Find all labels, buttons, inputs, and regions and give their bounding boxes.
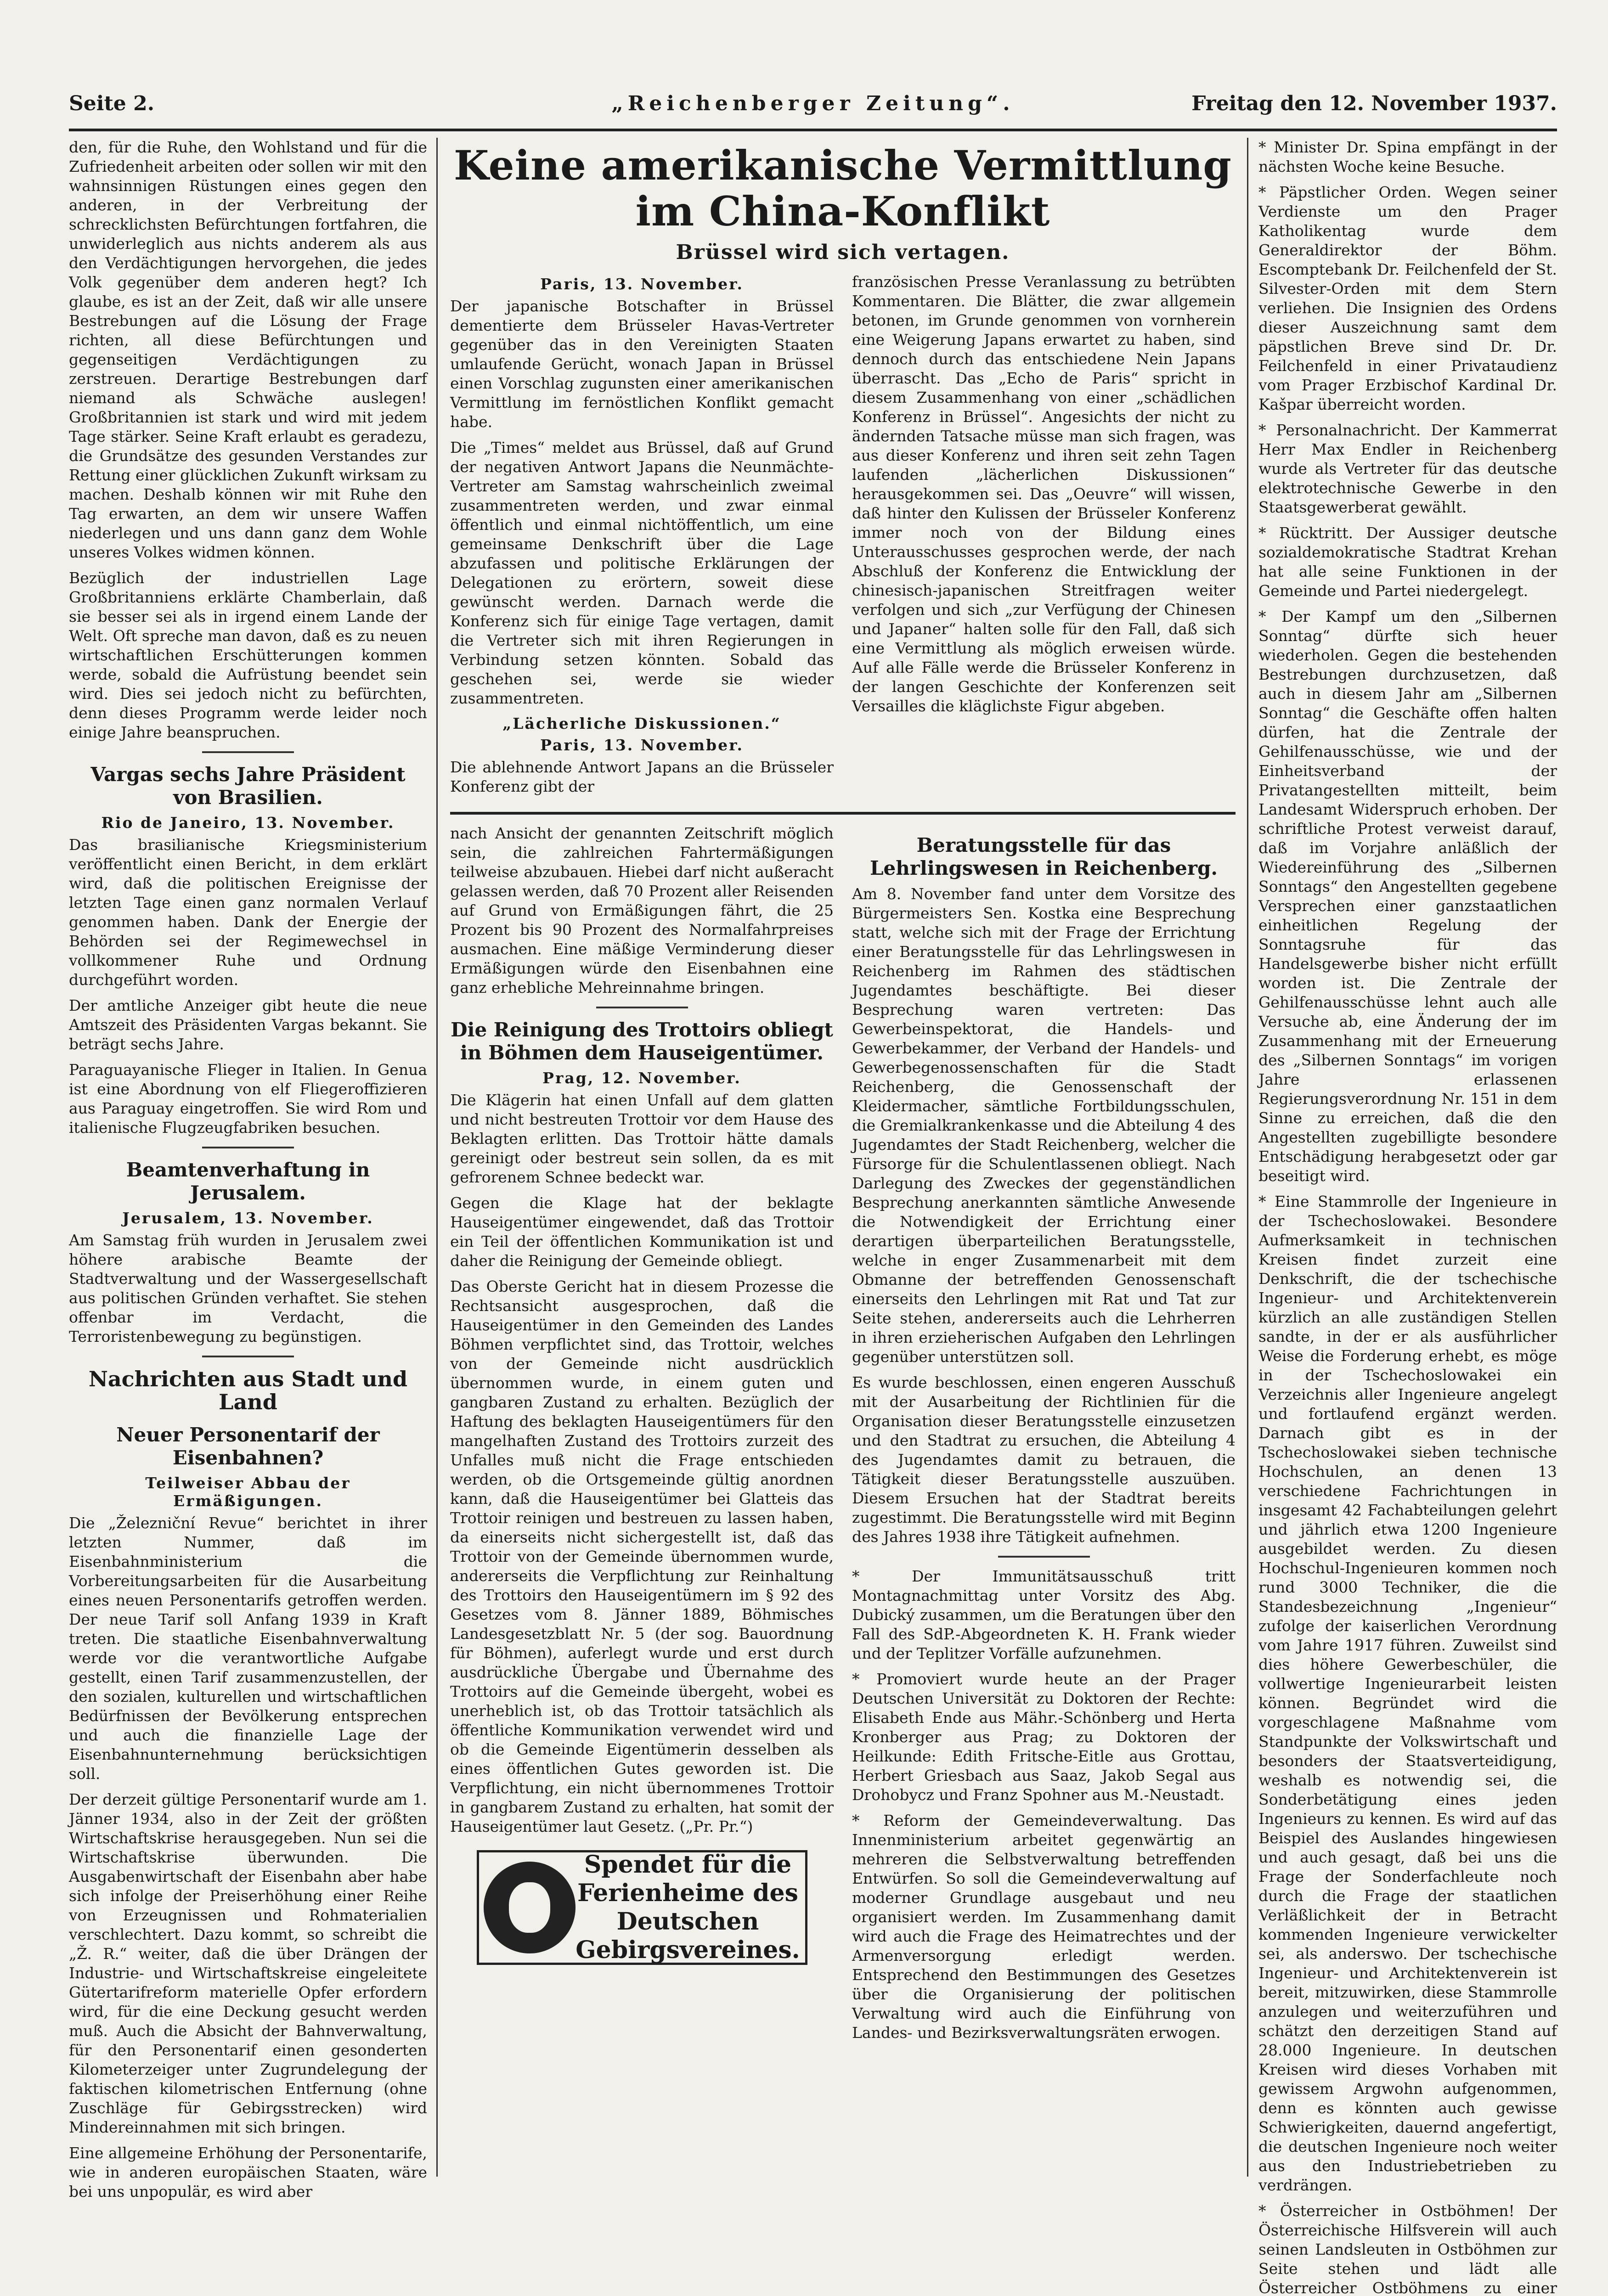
gebirgsverein-emblem-icon (484, 1862, 575, 1953)
column-right (1258, 138, 1557, 2296)
issue-date: Freitag den 12. November 1937. (1191, 92, 1557, 115)
newspaper-page (69, 83, 1557, 2296)
donation-ad (477, 1850, 807, 1965)
page-header (69, 83, 1557, 131)
column-rule-2 (1247, 138, 1248, 2177)
article-paragraph: Am 8. November fand unter dem Vorsitze des Bürgermeisters Sen. Kostka eine Besprechung statt, welche sich mit der Frage der Errichtung einer Beratungsstelle für das Lehrlingswesen in Reichenberg im Rahmen des städtischen Jugendamtes beschäftigte. Bei dieser Besprechung waren vertreten: Das Gewerbeinspektorat, die Handels- und Gewerbekammer, der Verband der Handels- und Gewerbegenossenschaften für die Stadt Reichenberg, die Genossenschaft der Kleidermacher, sämtliche Fortbildungsschulen, die Gremialkrankenkasse und die Abteilung 4 des Jugendamtes der Stadt Reichenberg, welcher die Fürsorge für die Schulentlassenen obliegt. Nach Darlegung des Zweckes der gegenständlichen Besprechung anerkannten sämtliche Anwesende die Notwendigkeit der Errichtung einer derartigen überparteilichen Beratungsstelle, welche in enger Zusammenarbeit mit dem Obmanne der betreffenden Genossenschaft einerseits den Lehrlingen mit Rat und Tat zur Seite stehen, andererseits auch die Lehrherren in ihren erzieherischen Aufgaben den Lehrlingen gegenüber unterstützen soll. (852, 885, 1236, 1366)
dateline: Paris, 13. November. (540, 736, 744, 754)
article-headline: Die Reinigung des Trottoirs obliegt in Böhmen dem Hauseigentümer. (451, 1019, 833, 1064)
separator (596, 1007, 688, 1008)
article-kicker: Teilweiser Abbau der Ermäßigungen. (145, 1474, 351, 1510)
article-paragraph: französischen Presse Veranlassung zu betrübten Kommentaren. Die Blätter, die zwar allgemein betonen, im Grunde genommen von vornherein eine Weigerung Japans erwartet zu haben, sind dennoch durch das entschiedene Nein Japans überrascht. Das „Echo de Paris“ spricht in diesem Zusammenhang von einer „schädlichen Konferenz in Brüssel“. Angesichts der nicht zu ändernden Tatsache müsse man sich fragen, was aus dieser Konferenz und ihren seit zehn Tagen laufenden „lächerlichen Diskussionen“ herausgekommen sei. Das „Oeuvre“ will wissen, daß hinter den Kulissen der Brüsseler Konferenz immer noch von der Bildung eines Unterausschusses gesprochen werde, der nach Abschluß der Konferenz die Entwicklung der chinesisch-japanischen Streitfragen weiter verfolgen und sich „zur Verfügung der Chinesen und Japaner“ halten solle für den Fall, daß sich eine Vermittlung als möglich erweisen würde. Auf alle Fälle werde die Brüsseler Konferenz in der langen Geschichte der Konferenzen seit Versailles die kläglichste Figur abgeben. (852, 273, 1236, 715)
article-paragraph: nach Ansicht der genannten Zeitschrift möglich sein, die zahlreichen Fahrtermäßigungen teilweise abzubauen. Hiebei darf nicht außeracht gelassen werden, daß 70 Prozent aller Reisenden auf Grund von Ermäßigungen fährt, die 25 Prozent bis 90 Prozent des Normalfahrpreises ausmachen. Eine mäßige Verminderung dieser Ermäßigungen würde den Eisenbahnen eine ganz erhebliche Mehreinnahme bringen. (450, 824, 834, 996)
newspaper-name: „Reichenberger Zeitung“. (611, 92, 1015, 115)
separator (202, 751, 294, 753)
news-item: * Minister Dr. Spina empfängt in der nächsten Woche keine Besuche. (1258, 138, 1557, 175)
article-paragraph: Paraguayanische Flieger in Italien. In Genua ist eine Abordnung von elf Fliegeroffizieren aus Paraguay eingetroffen. Sie wird Rom und italienische Flugzeugfabriken besuchen. (69, 1061, 427, 1137)
main-article-left (450, 272, 834, 803)
article-paragraph: Es wurde beschlossen, einen engeren Ausschuß mit der Ausarbeitung der Richtlinien für die Organisation dieser Beratungsstelle einzusetzen und den Stadtrat zu ersuchen, die Abteilung 4 des Jugendamtes damit zu betrauen, die Tätigkeit dieser Beratungsstelle auszuüben. Diesem Ersuchen hat der Stadtrat bereits zugestimmt. Die Beratungsstelle wird mit Beginn des Jahres 1938 ihre Tätigkeit aufnehmen. (852, 1373, 1236, 1546)
news-item: * Personalnachricht. Der Kammerrat Herr Max Endler in Reichenberg wurde als Vertreter für das deutsche elektrotechnische Gewerbe in den Staatsgewerberat gewählt. (1258, 421, 1557, 516)
dateline: Paris, 13. November. (540, 275, 744, 293)
dateline: Prag, 12. November. (542, 1069, 741, 1087)
intro-paragraph: den, für die Ruhe, den Wohlstand und für die Zufriedenheit arbeiten oder sollen wir mit den wahnsinnigen Rüstungen eines gegen den anderen, in der Verbreitung der schrecklichsten Befürchtungen fortfahren, die unwiderleglich aus nichts anderem als aus den Verdächtigungen hervorgehen, die jedes Volk gegenüber dem anderen hegt? Ich glaube, es ist an der Zeit, daß wir alle unsere Bestrebungen auf die Lösung der Frage richten, all diese Befürchtungen und gegenseitigen Verdächtigungen zu zerstreuen. Derartige Bestrebungen darf niemand als Schwäche auslegen! Großbritannien ist stark und wird mit jedem Tage stärker. Seine Kraft erlaubt es geradezu, die Grundsätze des gesunden Verstandes zur Rettung einer glücklichen Zukunft wirksam zu machen. Deshalb können wir mit Ruhe den Tag erwarten, an dem wir unsere Waffen niederlegen und uns dann ganz dem Wohle unseres Volkes widmen können. (69, 138, 427, 561)
article-paragraph: Die „Times“ meldet aus Brüssel, daß auf Grund der negativen Antwort Japans die Neunmächte-Vertreter am Samstag wahrscheinlich zweimal zusammentreten werden, und zwar einmal öffentlich und einmal nichtöffentlich, um eine gemeinsame Denkschrift über die Lage abzufassen und politische Erklärungen der Delegationen zu erörtern, soweit diese gewünscht werden. Darnach werde die Konferenz sich für einige Tage vertagen, damit die Vertreter sich mit ihren Regierungen in Verbindung setzen könnten. Sobald das geschehen sei, werde sie wieder zusammentreten. (450, 439, 834, 707)
article-paragraph: Das brasilianische Kriegsministerium veröffentlicht einen Bericht, in dem erklärt wird, daß die politischen Ereignisse der letzten Tage einen ganz normalen Verlauf genommen haben. Dank der Energie der Behörden sei der Regimewechsel in vollkommener Ruhe und Ordnung durchgeführt worden. (69, 836, 427, 989)
article-paragraph: Die „Železniční Revue“ berichtet in ihrer letzten Nummer, daß im Eisenbahnministerium die Vorbereitungsarbeiten für die Ausarbeitung eines neuen Personentarifs getroffen werden. Der neue Tarif soll Anfang 1939 in Kraft treten. Die staatliche Eisenbahnverwaltung werde vor die verantwortliche Aufgabe gestellt, einen Tarif zusammenzustellen, der den sozialen, kulturellen und wirtschaftlichen Bedürfnissen der Bevölkerung entsprechen und auch die finanzielle Lage der Eisenbahnunternehmung berücksichtigen soll. (69, 1514, 427, 1783)
news-item: * Promoviert wurde heute an der Prager Deutschen Universität zu Doktoren der Rechte: Elisabeth Ende aus Mähr.-Schönberg und Herta Kronberger aus Prag; zu Doktoren der Heilkunde: Edith Fritsche-Eitle aus Grottau, Herbert Griesbach aus Saaz, Jakob Segal aus Drohobycz und Franz Spohner aus M.-Neustadt. (852, 1670, 1236, 1804)
article-paragraph: Das Oberste Gericht hat in diesem Prozesse die Rechtsansicht ausgesprochen, daß die Hauseigentümer in den Gemeinden des Landes Böhmen verpflichtet sind, das Trottoir, welches von der Gemeinde nicht ausdrücklich übernommen wurde, in einem guten und gangbaren Zustand zu erhalten. Bezüglich der Haftung des beklagten Hauseigentümers für den mangelhaften Zustand des Trottoirs zurzeit des Unfalles muß nicht die Frage entschieden werden, ob die Ortsgemeinde gültig anordnen kann, daß die Hauseigentümer bei Glatteis das Trottoir reinigen und bestreuen zu lassen haben, da einerseits nicht sichergestellt ist, daß das Trottoir von der Gemeinde übernommen wurde, andererseits die Verpflichtung zur Reinhaltung des Trottoirs den Hauseigentümern im § 92 des Gesetzes vom 8. Jänner 1889, Böhmisches Landesgesetzblatt Nr. 5 (der sog. Bauordnung für Böhmen), auferlegt wurde und erst durch ausdrückliche Übergabe und Übernahme des Trottoirs auf die Gemeinde übergeht, wobei es unerheblich ist, ob das Trottoir tatsächlich als öffentliche Kommunikation verwendet wird und ob die Gemeinde Eigentümerin desselben als eines öffentlichen Gutes geworden ist. Die Verpflichtung, ein nicht übernommenes Trottoir in gangbarem Zustand zu erhalten, hat somit der Hauseigentümer laut Gesetz. („Pr. Pr.“) (450, 1277, 834, 1835)
intro-paragraph: Bezüglich der industriellen Lage Großbritanniens erklärte Chamberlain, daß sie besser sei als in irgend einem Lande der Welt. Oft spreche man davon, daß es zu neuen wirtschaftlichen Erschütterungen kommen werde, sobald die Aufrüstung beendet sein wird. Dies sei jedoch nicht zu befürchten, denn dieses Programm werde leider noch einige Jahre beanspruchen. (69, 569, 427, 741)
column-rule-1 (436, 138, 438, 2177)
column-left (69, 138, 427, 2208)
article-paragraph: Am Samstag früh wurden in Jerusalem zwei höhere arabische Beamte der Stadtverwaltung und der Wassergesellschaft aus politischen Gründen verhaftet. Sie stehen offenbar im Verdacht, die Terroristenbewegung zu begünstigen. (69, 1231, 427, 1345)
column-center (450, 138, 1236, 2049)
article-paragraph: Eine allgemeine Erhöhung der Personentarife, wie in anderen europäischen Staaten, wäre bei uns unpopulär, es wird aber (69, 2144, 427, 2200)
article-headline: Vargas sechs Jahre Präsident von Brasilien. (90, 763, 406, 809)
separator (202, 1356, 294, 1357)
article-paragraph: Die ablehnende Antwort Japans an die Brüsseler Konferenz gibt der (450, 758, 834, 795)
article-kicker: „Lächerliche Diskussionen.“ (502, 715, 781, 732)
article-headline: Neuer Personentarif der Eisenbahnen? (116, 1424, 380, 1469)
news-item: * Der Kampf um den „Silbernen Sonntag“ dürfte sich heuer wiederholen. Gegen die bestehenden Bestrebungen durchzusetzen, daß auch in diesem Jahr am „Silbernen Sonntag“ die Geschäfte offen halten dürfen, hat die Zentrale der Gehilfenausschüsse, wie und der Einheitsverband der Privatangestellten mitteilt, beim Landesamt Widerspruch erhoben. Der schriftliche Protest verweist darauf, daß im Vorjahre anläßlich der Wiedereinführung des „Silbernen Sonntags“ den Angestellten gegebene Versprechen einer ganzstaatlichen einheitlichen Regelung der Sonntagsruhe für das Handelsgewerbe bisher nicht erfüllt worden ist. Die Zentrale der Gehilfenausschüsse lehnt auch alle Versuche ab, eine Änderung der im Zusammenhang mit der Erneuerung des „Silbernen Sonntags“ im vorigen Jahre erlassenen Regierungsverordnung Nr. 151 in dem Sinne zu erreichen, daß die den Angestellten zugebilligte besondere Entschädigung herabgesetzt oder gar beseitigt wird. (1258, 608, 1557, 1185)
article-paragraph: Der derzeit gültige Personentarif wurde am 1. Jänner 1934, also in der Zeit der größten Wirtschaftskrise herausgegeben. Nun sei die Wirtschaftskrise überwunden. Die Ausgabenwirtschaft der Eisenbahn aber habe sich infolge der Preiserhöhung einer Reihe von Erzeugnissen und Rohmaterialien verschlechtert. Dazu kommt, so schreibt die „Ž. R.“ weiter, daß die über Drängen der Industrie- und Wirtschaftskreise eingeleitete Gütertarifreform materielle Opfer erfordern wird, für die eine Deckung gesucht werden muß. Auch die Absicht der Bahnverwaltung, für den Personentarif einen gesonderten Kilometerzeiger unter Zugrundelegung der faktischen kilometrischen Entfernung (ohne Zuschläge für Gebirgsstrecken) wird Mindereinnahmen mit sich bringen. (69, 1790, 427, 2136)
dateline: Jerusalem, 13. November. (122, 1209, 374, 1227)
news-item: * Reform der Gemeindeverwaltung. Das Innenministerium arbeitet gegenwärtig an mehreren die Selbstverwaltung betreffenden Entwürfen. So soll die Gemeindeverwaltung auf moderner Grundlage ausgebaut und neu organisiert werden. Im Zusammenhang damit wird auch die Frage des Heimatrechtes und der Armenversorgung erledigt werden. Entsprechend den Bestimmungen des Gesetzes über die Organisierung der politischen Verwaltung wird auch die Einführung von Landes- und Bezirksverwaltungsräten erwogen. (852, 1812, 1236, 2042)
main-headline: Keine amerikanische Vermittlung im China-Konflikt (454, 141, 1232, 235)
main-article-right (852, 272, 1236, 803)
news-item: * Eine Stammrolle der Ingenieure in der Tschechoslowakei. Besondere Aufmerksamkeit in technischen Kreisen findet zurzeit eine Denkschrift, die der tschechische Ingenieur- und Architektenverein kürzlich an alle zuständigen Stellen sandte, in der er als ausführlicher Weise die Forderung erhebt, es möge in der Tschechoslowakei ein Verzeichnis aller Ingenieure angelegt und fortlaufend ergänzt werden. Darnach gibt es in der Tschechoslowakei sieben technische Hochschulen, an denen 13 verschiedene Fachrichtungen in insgesamt 42 Fachabteilungen gelehrt und jährlich etwa 1200 Ingenieure ausgebildet werden. Zu diesen Hochschul-Ingenieuren kommen noch rund 3000 Techniker, die die Standesbezeichnung „Ingenieur“ zufolge der kaiserlichen Verordnung vom Jahre 1917 führen. Zuweilst sind dies höhere Gewerbeschüler, die vollwertige Ingenieurarbeit leisten können. Begründet wird die vorgeschlagene Maßnahme vom Standpunkte der Volkswirtschaft und besonders der Staatsverteidigung, weshalb es notwendig sei, die Sonderbetätigung eines jeden Ingenieurs zu kennen. Es wird auf das Beispiel des Auslandes hingewiesen und auch gesagt, daß bei uns die Frage der Sonderfachleute noch durch die Frage der staatlichen Verläßlichkeit der in Betracht kommenden Ingenieure verwickelter sei, als anderswo. Der tschechische Ingenieur- und Architektenverein ist bereit, mitzuwirken, diese Stammrolle anzulegen und weiterzuführen und schätzt den derzeitigen Stand auf 28.000 Ingenieure. In deutschen Kreisen wird dieses Vorhaben mit gewissem Argwohn aufgenommen, denn es könnten auch gewisse Schwierigkeiten, dauernd angefertigt, die deutschen Ingenieure noch weiter aus den Industriebetrieben zu verdrängen. (1258, 1193, 1557, 2194)
news-item: * Rücktritt. Der Aussiger deutsche sozialdemokratische Stadtrat Krehan hat alle seine Funktionen in der Gemeinde und Partei niedergelegt. (1258, 524, 1557, 600)
article-paragraph: Der amtliche Anzeiger gibt heute die neue Amtszeit des Präsidenten Vargas bekannt. Sie beträgt sechs Jahre. (69, 996, 427, 1053)
separator (998, 1556, 1090, 1558)
article-paragraph: Gegen die Klage hat der beklagte Hauseigentümer eingewendet, daß das Trottoir ein Teil der öffentlichen Kommunikation ist und daher die Reinigung der Gemeinde obliegt. (450, 1194, 834, 1270)
article-paragraph: Der japanische Botschafter in Brüssel dementierte dem Brüsseler Havas-Vertreter gegenüber das in den Vereinigten Staaten umlaufende Gerücht, wonach Japan in Brüssel einen Vorschlag zugunsten einer amerikanischen Vermittlung im fernöstlichen Konflikt gemacht habe. (450, 297, 834, 431)
separator (202, 1147, 294, 1148)
page-number: Seite 2. (69, 92, 155, 115)
ad-text: Spendet für die Ferienheime des Deutschen Gebirgsvereines. (575, 1851, 800, 1964)
main-subheadline: Brüssel wird sich vertagen. (676, 241, 1010, 264)
news-item: * Der Immunitätsausschuß tritt Montagnachmittag unter Vorsitz des Abg. Dubický zusammen, um die Beratungen über den Fall des SdP.-Abgeordneten K. H. Frank wieder und der Teplitzer Vorfälle aufzunehmen. (852, 1567, 1236, 1662)
section-headline: Nachrichten aus Stadt und Land (88, 1367, 408, 1414)
article-headline: Beratungsstelle für das Lehrlingswesen in Reichenberg. (869, 834, 1218, 879)
news-item: * Österreicher in Ostböhmen! Der Österreichische Hilfsverein will auch seinen Landsleuten in Ostböhmen zur Seite stehen und lädt alle Österreicher Ostböhmens zu einer (1258, 2202, 1557, 2296)
horizontal-rule (450, 812, 1236, 815)
article-paragraph: Die Klägerin hat einen Unfall auf dem glatten und nicht bestreuten Trottoir vor dem Hause des Beklagten erlitten. Das Trottoir hätte damals gereinigt oder bestreut sein sollen, da es mit gefrorenem Schnee bedeckt war. (450, 1091, 834, 1186)
dateline: Rio de Janeiro, 13. November. (101, 814, 395, 832)
lower-right-articles (852, 824, 1236, 2049)
article-headline: Beamtenverhaftung in Jerusalem. (126, 1159, 370, 1204)
lower-left-articles (450, 824, 834, 2049)
news-item: * Päpstlicher Orden. Wegen seiner Verdienste um den Prager Katholikentag wurde dem Generaldirektor der Böhm. Escomptebank Dr. Feilchenfeld der St. Silvester-Orden mit dem Stern verliehen. Die Insignien des Ordens dieser Auszeichnung samt dem päpstlichen Breve sind Dr. Dr. Feilchenfeld in einer Privataudienz vom Prager Erzbischof Kardinal Dr. Kašpar überreicht worden. (1258, 183, 1557, 413)
